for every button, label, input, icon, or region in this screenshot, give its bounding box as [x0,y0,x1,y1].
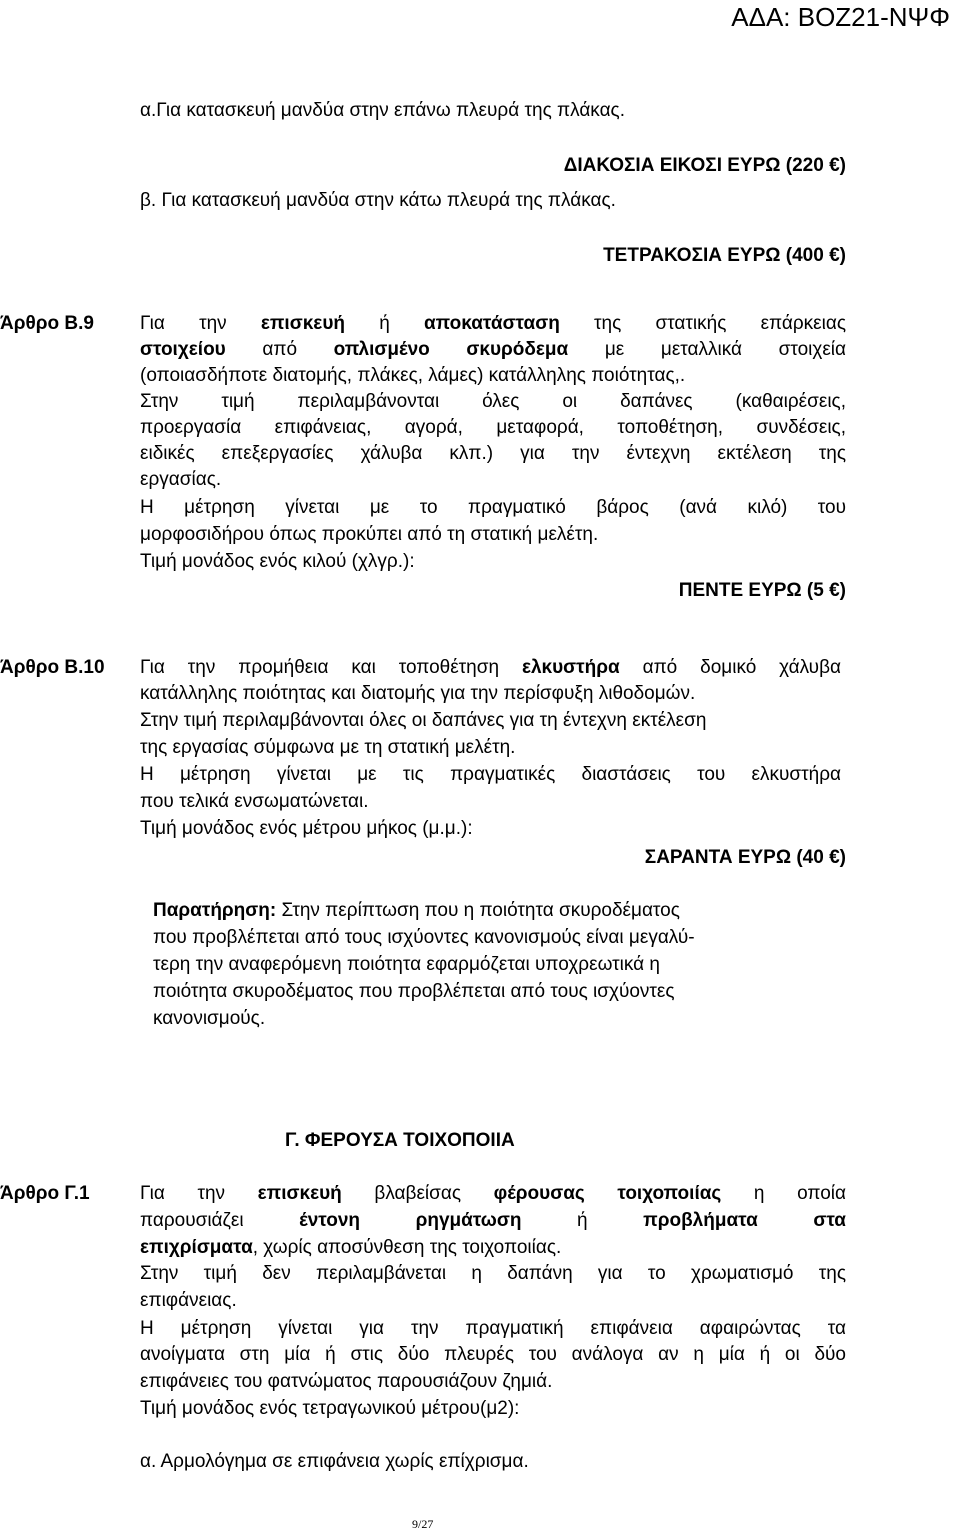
b9-line-1 [140,311,846,337]
b9-text: της στατικής επάρκειας [559,313,847,334]
g1-line-10: α. Αρμολόγημα σε επιφάνεια χωρίς επίχρισμα. [140,1451,529,1472]
b10-line-2: κατάλληλης ποιότητας και διατομής για την περίσφυξη λιθοδομών. [140,683,696,704]
b9-text: με μεταλλικά στοιχεία [568,339,846,360]
g1-text: , χωρίς αποσύνθεση της τοιχοποιίας. [252,1237,562,1258]
g1-line-3 [140,1235,561,1261]
g1-keyword-plaster: επιχρίσματα [140,1237,253,1258]
g1-line-1 [140,1181,846,1207]
g1-text: βλαβείσας [341,1183,494,1204]
note-line-2: που προβλέπεται από τους ισχύοντες κανονισμούς είναι μεγαλύ- [153,927,695,948]
article-b10-label: Άρθρο Β.10 [0,657,105,678]
g1-text: παρουσιάζει [140,1210,300,1231]
b9-keyword-concrete: οπλισμένο σκυρόδεμα [333,339,569,360]
b10-line-5: Η μέτρηση γίνεται με τις πραγματικές διαστάσεις του ελκυστήρα [140,764,841,785]
b10-line-7: Τιμή μονάδος ενός μέτρου μήκος (μ.μ.): [140,818,473,839]
b9-line-5: προεργασία επιφάνειας, αγορά, μεταφορά, τοποθέτηση, συνδέσεις, [140,417,846,438]
g1-line-9: Τιμή μονάδος ενός τετραγωνικού μέτρου(μ2): [140,1398,520,1419]
g1-keyword-repair: επισκευή [257,1183,342,1204]
item-b: β. Για κατασκευή μανδύα στην κάτω πλευρά της πλάκας. [140,190,616,211]
note-label: Παρατήρηση: [153,900,277,921]
b9-text: ή [344,313,424,334]
b9-keyword-restoration: αποκατάσταση [423,313,560,334]
g1-text: η οποία [721,1183,847,1204]
g1-line-4: Στην τιμή δεν περιλαμβάνεται η δαπάνη για το χρωματισμό της [140,1263,846,1284]
section-g-title: Γ. ΦΕΡΟΥΣΑ ΤΟΙΧΟΠΟΙΙΑ [285,1130,515,1151]
g1-line-8: επιφάνειες του φατνώματος παρουσιάζουν ζημιά. [140,1371,553,1392]
g1-keyword-masonry: φέρουσας τοιχοποιίας [493,1183,722,1204]
b10-keyword-tie-rod: ελκυστήρα [521,657,620,678]
price-b: ΤΕΤΡΑΚΟΣΙΑ ΕΥΡΩ (400 €) [603,245,846,266]
g1-line-7: ανοίγματα στη μία ή στις δύο πλευρές του ανάλογα αν η μία ή οι δύο [140,1344,846,1365]
b9-text: από [225,339,334,360]
g1-line-6: Η μέτρηση γίνεται για την πραγματική επιφάνεια αφαιρώντας τα [140,1318,846,1339]
b9-line-2 [140,337,846,363]
g1-line-2 [140,1208,846,1234]
g1-keyword-cracking: έντονη ρηγμάτωση [299,1210,522,1231]
b9-line-9: μορφοσιδήρου όπως προκύπει από τη στατική μελέτη. [140,524,599,545]
g1-line-5: επιφάνειας. [140,1290,237,1311]
b9-line-6: ειδικές επεξεργασίες χάλυβα κλπ.) για την έντεχνη εκτέλεση της [140,443,846,464]
page-number: 9/27 [412,1517,434,1531]
note-line-5: κανονισμούς. [153,1008,266,1029]
note-line-4: ποιότητα σκυροδέματος που προβλέπεται από τους ισχύοντες [153,981,675,1002]
b9-keyword-element: στοιχείου [140,339,226,360]
b9-price: ΠΕΝΤΕ ΕΥΡΩ (5 €) [678,580,846,601]
b9-line-8: Η μέτρηση γίνεται με το πραγματικό βάρος (ανά κιλό) του [140,497,846,518]
ada-header: ΑΔΑ: ΒΟΖ21-ΝΨΦ [731,2,950,32]
note-line-3: τερη την αναφερόμενη ποιότητα εφαρμόζεται υποχρεωτικά η [153,954,660,975]
b10-text: από δομικό χάλυβα [619,657,841,678]
b9-line-4: Στην τιμή περιλαμβάνονται όλες οι δαπάνες (καθαιρέσεις, [140,391,846,412]
b10-line-3: Στην τιμή περιλαμβάνονται όλες οι δαπάνες για τη έντεχνη εκτέλεση [140,710,707,731]
b9-line-10: Τιμή μονάδος ενός κιλού (χλγρ.): [140,551,415,572]
b9-line-3: (οποιασδήποτε διατομής, πλάκες, λάμες) κατάλληλης ποιότητας,. [140,365,686,386]
b9-keyword-repair: επισκευή [260,313,345,334]
article-b9-label: Άρθρο Β.9 [0,313,94,334]
b10-text: Για την προμήθεια και τοποθέτηση [140,657,522,678]
b9-text: Για την [140,313,261,334]
item-a: α.Για κατασκευή μανδύα στην επάνω πλευρά της πλάκας. [140,100,625,121]
b10-line-4: της εργασίας σύμφωνα με τη στατική μελέτη. [140,737,516,758]
g1-text: ή [521,1210,644,1231]
b10-line-6: που τελικά ενσωματώνεται. [140,791,369,812]
note-line-1 [153,898,680,924]
b10-line-1 [140,655,841,681]
article-g1-label: Άρθρο Γ.1 [0,1183,90,1204]
note-text: Στην περίπτωση που η ποιότητα σκυροδέματος [276,900,680,921]
g1-text: Για την [140,1183,258,1204]
g1-keyword-problems: προβλήματα στα [643,1210,846,1231]
b9-line-7: εργασίας. [140,469,222,490]
price-a: ΔΙΑΚΟΣΙΑ ΕΙΚΟΣΙ ΕΥΡΩ (220 €) [563,155,846,176]
b10-price: ΣΑΡΑΝΤΑ ΕΥΡΩ (40 €) [644,847,846,868]
